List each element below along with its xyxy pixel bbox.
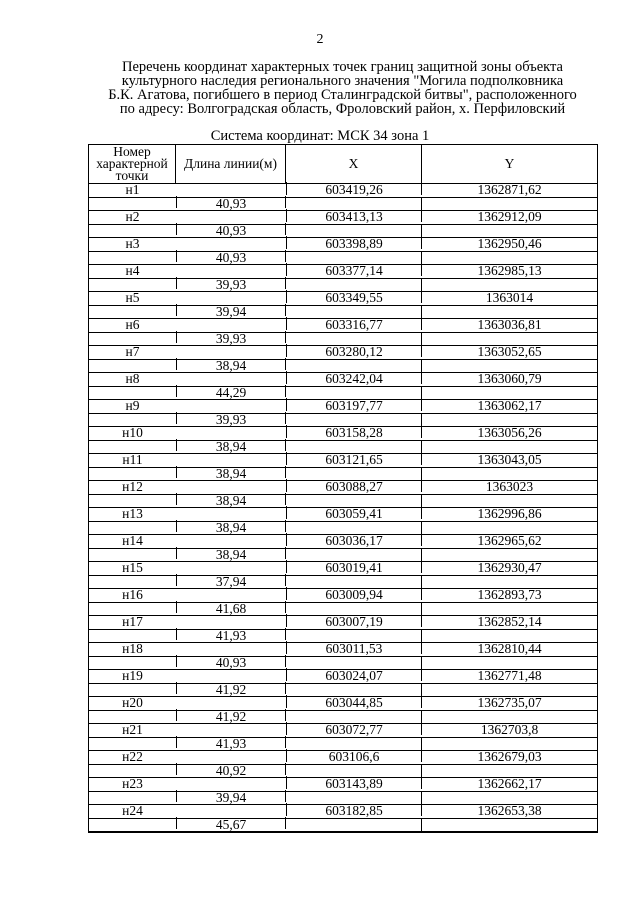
- y-coordinate-cell: 1362893,73: [477, 587, 542, 602]
- point-number-cell: н17: [122, 614, 143, 629]
- point-number-cell: н16: [122, 587, 143, 602]
- line-length-cell: 37,94: [176, 574, 286, 587]
- table-row-point: [89, 724, 597, 738]
- y-coordinate-cell: 1362653,38: [477, 803, 542, 818]
- line-length-cell: 38,94: [176, 439, 286, 452]
- line-length-cell: 38,94: [176, 520, 286, 533]
- y-coordinate-cell: 1362871,62: [477, 182, 542, 197]
- y-coordinate-cell: 1363056,26: [477, 425, 542, 440]
- y-coordinate-cell: 1362852,14: [477, 614, 542, 629]
- x-coordinate-cell: 603007,19: [286, 614, 422, 627]
- table-header: [88, 144, 598, 184]
- table-row-point: [89, 751, 597, 765]
- point-number-cell: н21: [122, 722, 143, 737]
- empty-cell: [286, 819, 422, 832]
- line-length-cell: 38,94: [176, 547, 286, 560]
- y-coordinate-cell: 1362996,86: [477, 506, 542, 521]
- coordinates-table: [88, 144, 598, 833]
- point-number-cell: н1: [125, 182, 140, 197]
- line-length-cell: 45,67: [176, 817, 286, 830]
- y-coordinate-cell: 1363062,17: [477, 398, 542, 413]
- x-coordinate-cell: 603242,04: [286, 371, 422, 384]
- table-row-point: [89, 292, 597, 306]
- table-row-point: [89, 238, 597, 252]
- x-coordinate-cell: 603377,14: [286, 263, 422, 276]
- table-row-point: [89, 481, 597, 495]
- header-line-length: Длина линии(м): [176, 145, 286, 183]
- header-x: X: [286, 145, 422, 183]
- y-coordinate-cell: 1362679,03: [477, 749, 542, 764]
- y-coordinate-cell: 1363043,05: [477, 452, 542, 467]
- y-coordinate-cell: 1362703,8: [480, 722, 539, 737]
- table-row-point: [89, 454, 597, 468]
- y-coordinate-cell: 1362985,13: [477, 263, 542, 278]
- x-coordinate-cell: 603197,77: [286, 398, 422, 411]
- x-coordinate-cell: 603158,28: [286, 425, 422, 438]
- x-coordinate-cell: 603121,65: [286, 452, 422, 465]
- point-number-cell: н22: [122, 749, 143, 764]
- x-coordinate-cell: 603316,77: [286, 317, 422, 330]
- table-row-point: [89, 346, 597, 360]
- line-length-cell: 41,68: [176, 601, 286, 614]
- table-row-point: [89, 184, 597, 198]
- x-coordinate-cell: 603280,12: [286, 344, 422, 357]
- coordinate-system-label: Система координат: МСК 34 зона 1: [210, 128, 430, 144]
- title-line: Б.К. Агатова, погибшего в период Сталинградской битвы", расположенного: [108, 87, 577, 103]
- table-row-point: [89, 211, 597, 225]
- x-coordinate-cell: 603009,94: [286, 587, 422, 600]
- table-row-point: [89, 427, 597, 441]
- line-length-cell: 41,93: [176, 628, 286, 641]
- table-row-length: [89, 816, 597, 833]
- point-number-cell: н9: [125, 398, 140, 413]
- y-coordinate-cell: 1362735,07: [477, 695, 542, 710]
- y-coordinate-cell: 1362965,62: [477, 533, 542, 548]
- table-row-point: [89, 535, 597, 549]
- point-number-cell: н18: [122, 641, 143, 656]
- y-coordinate-cell: 1362950,46: [477, 236, 542, 251]
- x-coordinate-cell: 603011,53: [286, 641, 422, 654]
- point-number-cell: н7: [125, 344, 140, 359]
- line-length-cell: 41,93: [176, 736, 286, 749]
- title-line: Перечень координат характерных точек границ защитной зоны объекта: [122, 59, 563, 75]
- x-coordinate-cell: 603182,85: [286, 803, 422, 816]
- document-title: [95, 60, 590, 116]
- point-number-cell: н20: [122, 695, 143, 710]
- x-coordinate-cell: 603036,17: [286, 533, 422, 546]
- point-number-cell: н11: [122, 452, 143, 467]
- title-line: по адресу: Волгоградская область, Фроловский район, х. Перфиловский: [119, 101, 566, 117]
- x-coordinate-cell: 603019,41: [286, 560, 422, 573]
- y-coordinate-cell: 1362810,44: [477, 641, 542, 656]
- line-length-cell: 39,94: [176, 790, 286, 803]
- line-length-cell: 40,93: [176, 250, 286, 263]
- line-length-cell: 38,94: [176, 493, 286, 506]
- y-coordinate-cell: 1362662,17: [477, 776, 542, 791]
- y-coordinate-cell: 1362912,09: [477, 209, 542, 224]
- line-length-cell: 44,29: [176, 385, 286, 398]
- table-row-point: [89, 670, 597, 684]
- line-length-cell: 40,93: [176, 223, 286, 236]
- y-coordinate-cell: 1363060,79: [477, 371, 542, 386]
- title-line: культурного наследия регионального значения "Могила подполковника: [121, 73, 564, 89]
- table-row-point: [89, 400, 597, 414]
- x-coordinate-cell: 603419,26: [286, 182, 422, 195]
- y-coordinate-cell: 1362771,48: [477, 668, 542, 683]
- point-number-cell: н2: [125, 209, 140, 224]
- point-number-cell: н6: [125, 317, 140, 332]
- table-row-point: [89, 319, 597, 333]
- table-row-point: [89, 562, 597, 576]
- point-number-cell: н24: [122, 803, 143, 818]
- x-coordinate-cell: 603044,85: [286, 695, 422, 708]
- point-number-cell: н10: [122, 425, 143, 440]
- y-coordinate-cell: 1363052,65: [477, 344, 542, 359]
- line-length-cell: 39,93: [176, 277, 286, 290]
- point-number-cell: н12: [122, 479, 143, 494]
- x-coordinate-cell: 603349,55: [286, 290, 422, 303]
- table-row-point: [89, 697, 597, 711]
- point-number-cell: н4: [125, 263, 140, 278]
- x-coordinate-cell: 603143,89: [286, 776, 422, 789]
- table-body: [88, 184, 598, 833]
- page-number: 2: [316, 32, 324, 47]
- point-number-cell: н3: [125, 236, 140, 251]
- line-length-cell: 39,93: [176, 331, 286, 344]
- line-length-cell: 41,92: [176, 709, 286, 722]
- point-number-cell: н14: [122, 533, 143, 548]
- x-coordinate-cell: 603106,6: [286, 749, 422, 762]
- table-row-point: [89, 805, 597, 819]
- table-row-point: [89, 643, 597, 657]
- x-coordinate-cell: 603024,07: [286, 668, 422, 681]
- point-number-cell: н19: [122, 668, 143, 683]
- y-coordinate-cell: 1363014: [485, 290, 534, 305]
- line-length-cell: 38,94: [176, 358, 286, 371]
- y-coordinate-cell: 1362930,47: [477, 560, 542, 575]
- x-coordinate-cell: 603413,13: [286, 209, 422, 222]
- x-coordinate-cell: 603088,27: [286, 479, 422, 492]
- y-coordinate-cell: 1363023: [485, 479, 534, 494]
- table-row-point: [89, 373, 597, 387]
- header-y: Y: [504, 156, 515, 171]
- line-length-cell: 40,93: [176, 655, 286, 668]
- line-length-cell: 39,94: [176, 304, 286, 317]
- table-row-point: [89, 778, 597, 792]
- table-row-point: [89, 508, 597, 522]
- table-row-point: [89, 589, 597, 603]
- header-point-number: Номер характерной точки: [89, 145, 176, 183]
- x-coordinate-cell: 603398,89: [286, 236, 422, 249]
- line-length-cell: 40,93: [176, 196, 286, 209]
- point-number-cell: н23: [122, 776, 143, 791]
- point-number-cell: н13: [122, 506, 143, 521]
- line-length-cell: 40,92: [176, 763, 286, 776]
- point-number-cell: н8: [125, 371, 140, 386]
- point-number-cell: н15: [122, 560, 143, 575]
- point-number-cell: н5: [125, 290, 140, 305]
- y-coordinate-cell: 1363036,81: [477, 317, 542, 332]
- x-coordinate-cell: 603072,77: [286, 722, 422, 735]
- table-row-point: [89, 265, 597, 279]
- line-length-cell: 39,93: [176, 412, 286, 425]
- line-length-cell: 41,92: [176, 682, 286, 695]
- table-row-point: [89, 616, 597, 630]
- line-length-cell: 38,94: [176, 466, 286, 479]
- x-coordinate-cell: 603059,41: [286, 506, 422, 519]
